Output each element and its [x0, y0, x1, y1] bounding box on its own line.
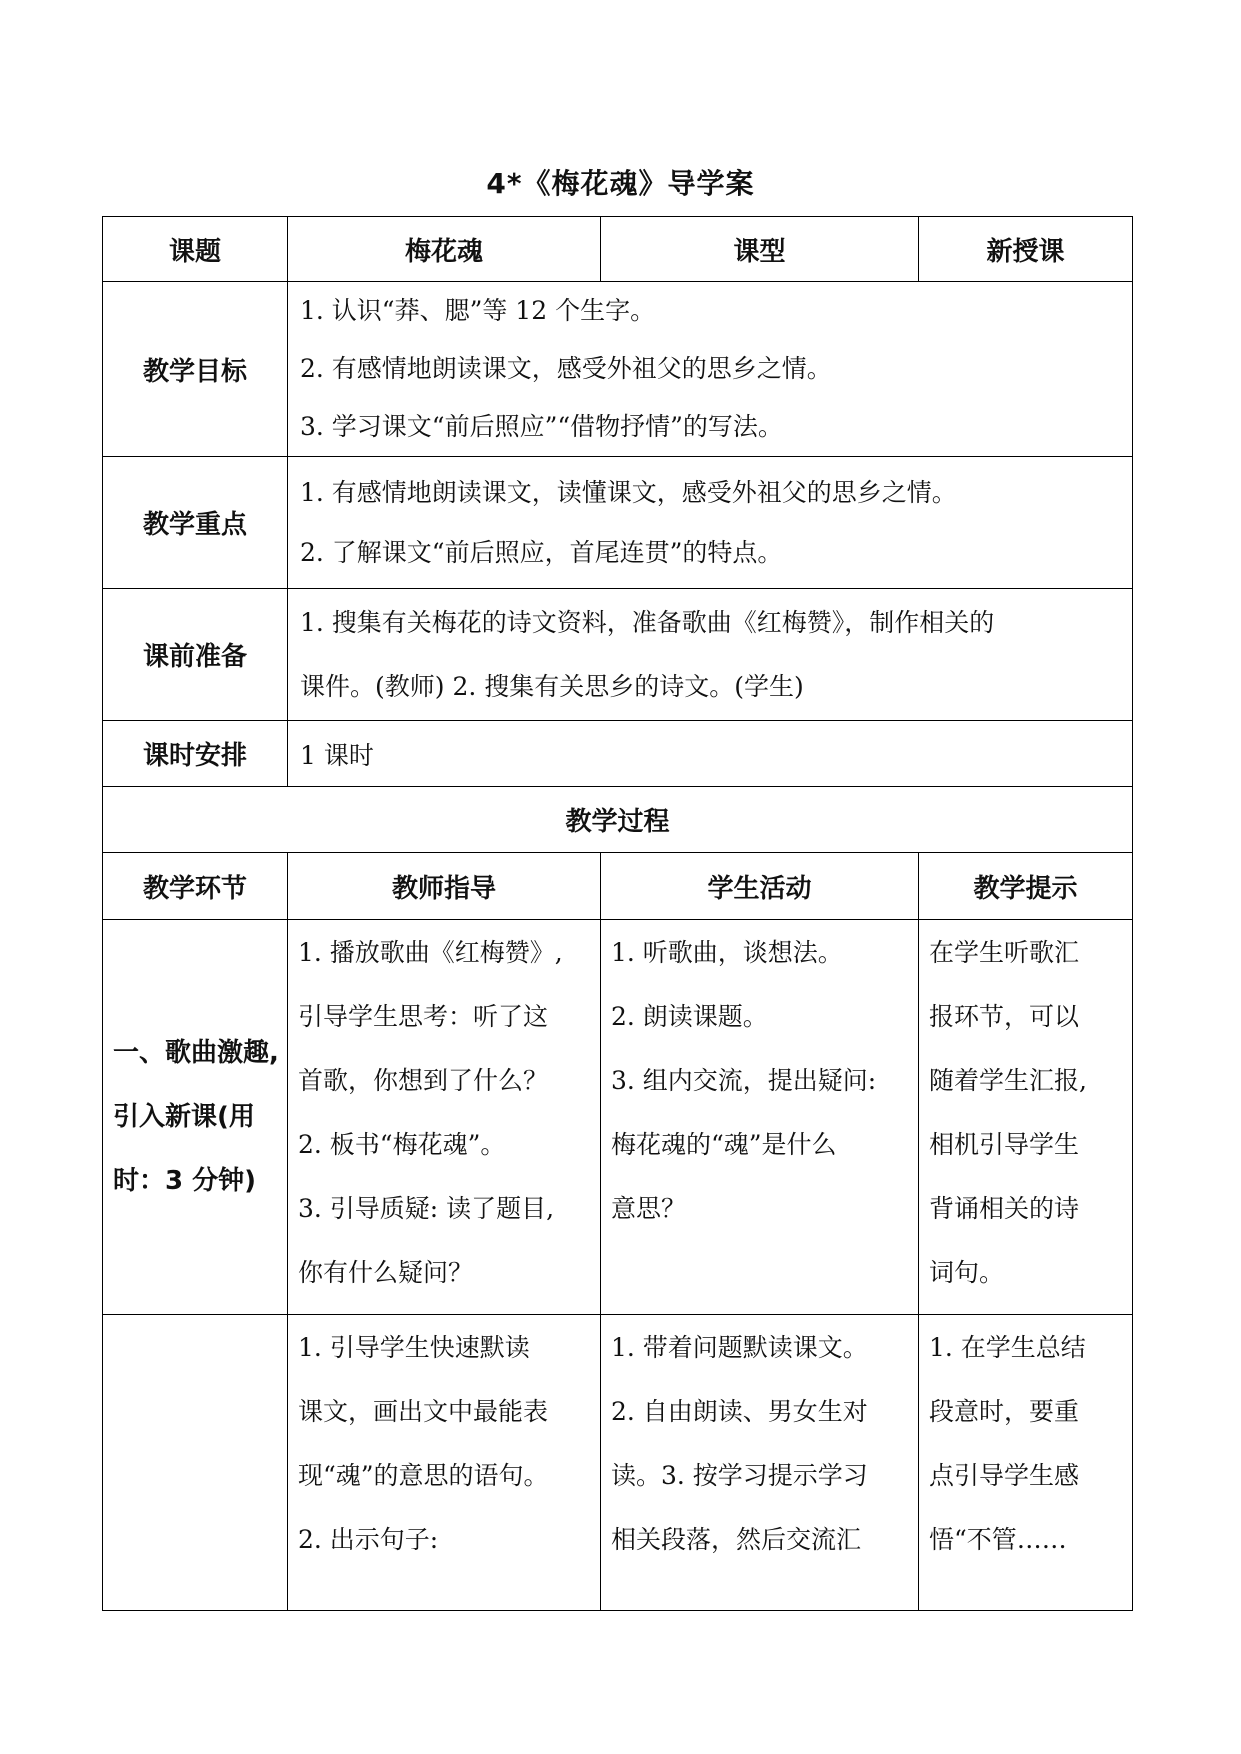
objective-line-1: 1. 认识“莽、腮”等 12 个生字。 — [300, 296, 656, 325]
type-value: 新授课 — [919, 217, 1133, 282]
key-points-row — [103, 457, 1133, 589]
stage-line-1: 一、歌曲激趣, — [113, 1038, 279, 1068]
preparation-label: 课前准备 — [103, 589, 288, 721]
student-line-4: 相关段落，然后交流汇 — [611, 1525, 862, 1554]
preparation-content — [288, 589, 1133, 721]
lesson-plan-table — [102, 216, 1133, 1611]
key-point-line-1: 1. 有感情地朗读课文，读懂课文，感受外祖父的思乡之情。 — [300, 477, 957, 507]
tip-line-3: 点引导学生感 — [929, 1461, 1080, 1490]
student-line-5: 意思？ — [611, 1194, 687, 1223]
preparation-line-1: 1. 搜集有关梅花的诗文资料，准备歌曲《红梅赞》，制作相关的 — [300, 607, 995, 637]
tip-line-3: 随着学生汇报, — [929, 1066, 1087, 1095]
tip-line-2: 段意时，要重 — [929, 1397, 1080, 1426]
objectives-content — [288, 282, 1133, 457]
stage-cell — [103, 920, 288, 1315]
key-point-line-2: 2. 了解课文“前后照应，首尾连贯”的特点。 — [300, 537, 783, 567]
column-tip: 教学提示 — [919, 853, 1133, 920]
process-title: 教学过程 — [103, 787, 1133, 853]
topic-label: 课题 — [103, 217, 288, 282]
tip-line-6: 词句。 — [929, 1258, 1005, 1287]
teacher-line-6: 你有什么疑问？ — [298, 1258, 474, 1287]
column-stage: 教学环节 — [103, 853, 288, 920]
objectives-row — [103, 282, 1133, 457]
tip-line-2: 报环节，可以 — [929, 1002, 1080, 1031]
tip-line-4: 悟“不管…… — [929, 1525, 1067, 1554]
key-points-label: 教学重点 — [103, 457, 288, 589]
schedule-label: 课时安排 — [103, 721, 288, 787]
teacher-line-2: 引导学生思考：听了这 — [298, 1002, 549, 1031]
page-title: 4*《梅花魂》导学案 — [486, 167, 755, 200]
schedule-value: 1 课时 — [288, 721, 1133, 787]
stage-line-3: 时：3 分钟) — [113, 1166, 257, 1196]
teacher-line-5: 3. 引导质疑: 读了题目, — [298, 1194, 555, 1223]
type-label: 课型 — [601, 217, 919, 282]
preparation-line-2: 课件。(教师) 2. 搜集有关思乡的诗文。(学生) — [300, 671, 804, 701]
student-cell — [601, 1315, 919, 1611]
student-line-1: 1. 带着问题默读课文。 — [611, 1333, 868, 1362]
objective-line-2: 2. 有感情地朗读课文，感受外祖父的思乡之情。 — [300, 354, 832, 383]
student-line-1: 1. 听歌曲，谈想法。 — [611, 938, 843, 967]
schedule-row — [103, 721, 1133, 787]
teacher-line-3: 首歌，你想到了什么？ — [298, 1066, 549, 1095]
column-teacher: 教师指导 — [288, 853, 601, 920]
tip-line-4: 相机引导学生 — [929, 1130, 1080, 1159]
teacher-line-1: 1. 引导学生快速默读 — [298, 1333, 530, 1362]
tip-cell — [919, 1315, 1133, 1611]
teacher-cell — [288, 1315, 601, 1611]
teacher-cell — [288, 920, 601, 1315]
key-points-content — [288, 457, 1133, 589]
stage-cell-empty — [103, 1315, 288, 1611]
stage-line-2: 引入新课(用 — [113, 1102, 255, 1132]
header-row — [103, 217, 1133, 282]
student-cell — [601, 920, 919, 1315]
teacher-line-1: 1. 播放歌曲《红梅赞》, — [298, 938, 563, 967]
tip-line-1: 在学生听歌汇 — [929, 938, 1080, 967]
topic-value: 梅花魂 — [288, 217, 601, 282]
student-line-2: 2. 自由朗读、男女生对 — [611, 1397, 868, 1426]
process-header-row — [103, 853, 1133, 920]
process-row-2 — [103, 1315, 1133, 1611]
objective-line-3: 3. 学习课文“前后照应”“借物抒情”的写法。 — [300, 412, 783, 441]
teacher-line-4: 2. 出示句子: — [298, 1525, 439, 1554]
tip-line-5: 背诵相关的诗 — [929, 1194, 1080, 1223]
student-line-2: 2. 朗读课题。 — [611, 1002, 768, 1031]
preparation-row — [103, 589, 1133, 721]
tip-line-1: 1. 在学生总结 — [929, 1333, 1086, 1362]
column-student: 学生活动 — [601, 853, 919, 920]
student-line-3: 读。3. 按学习提示学习 — [611, 1461, 868, 1490]
teacher-line-4: 2. 板书“梅花魂”。 — [298, 1130, 506, 1159]
teacher-line-2: 课文，画出文中最能表 — [298, 1397, 549, 1426]
teacher-line-3: 现“魂”的意思的语句。 — [298, 1461, 549, 1490]
tip-cell — [919, 920, 1133, 1315]
student-line-3: 3. 组内交流，提出疑问: — [611, 1066, 877, 1095]
objectives-label: 教学目标 — [103, 282, 288, 457]
process-title-row — [103, 787, 1133, 853]
process-row-1 — [103, 920, 1133, 1315]
student-line-4: 梅花魂的“魂”是什么 — [611, 1130, 837, 1159]
